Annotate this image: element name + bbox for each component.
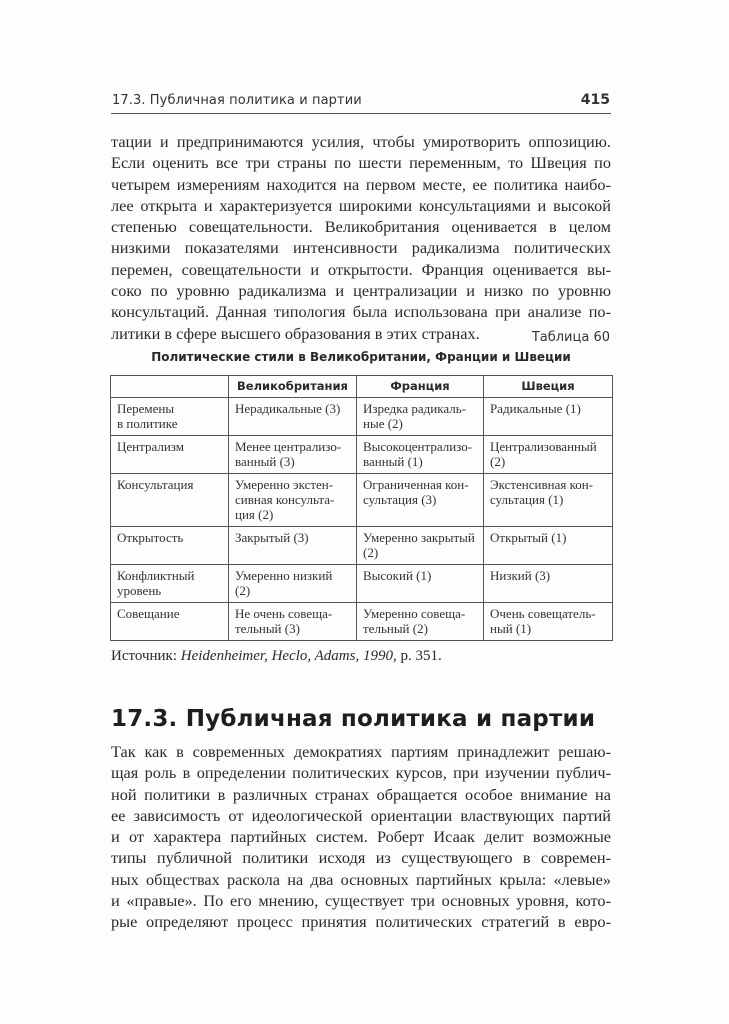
cell-uk — [229, 527, 357, 565]
cell-text: (2) — [490, 454, 506, 469]
cell-text: тельный (2) — [363, 621, 428, 636]
header-empty — [111, 376, 229, 398]
cell-uk — [229, 565, 357, 603]
section-paragraph — [111, 741, 611, 933]
text-line: литики в сфере высшего образования в этих странах. — [111, 323, 480, 343]
cell-france — [357, 398, 484, 436]
table-source — [111, 648, 611, 665]
cell-france — [357, 603, 484, 641]
cell-france — [357, 527, 484, 565]
cell-sweden — [484, 603, 613, 641]
cell-text: Нерадикальные (3) — [235, 401, 341, 416]
text-line: лее открыта и характеризуется широкими консультациями и высокой — [111, 195, 611, 215]
row-label — [111, 603, 229, 641]
cell-text: Умеренно экстен- — [235, 477, 334, 492]
cell-text: Ограниченная кон- — [363, 477, 469, 492]
text-line: низкими показателями интенсивности радикализма политических — [111, 238, 611, 258]
running-head — [111, 91, 611, 114]
cell-sweden — [484, 436, 613, 474]
table-row — [111, 527, 613, 565]
table-header-row — [111, 376, 613, 398]
section-heading: 17.3. Публичная политика и партии — [111, 706, 596, 732]
text-line: и от характера партийных систем. Роберт Исаак делит возможные — [111, 827, 611, 847]
table-row — [111, 436, 613, 474]
cell-text: (2) — [363, 545, 379, 560]
paragraph-continued — [111, 131, 611, 344]
cell-text: Высокоцентрализо- — [363, 439, 473, 454]
row-label — [111, 474, 229, 527]
cell-text: ванный (3) — [235, 454, 295, 469]
cell-text: Перемены — [117, 401, 175, 416]
text-line: щая роль в определении политических курсов, при изучении публич- — [111, 763, 611, 783]
cell-sweden — [484, 474, 613, 527]
text-line: рые определяют процесс принятия политических стратегий в евро- — [111, 912, 611, 932]
row-label — [111, 527, 229, 565]
row-label — [111, 565, 229, 603]
table-number: Таблица 60 — [531, 330, 610, 345]
text-line: типы публичной политики исходя из существующего в современ- — [111, 848, 611, 868]
cell-sweden — [484, 565, 613, 603]
header-sweden: Швеция — [484, 376, 613, 398]
cell-uk — [229, 474, 357, 527]
cell-uk — [229, 398, 357, 436]
running-head-title: 17.3. Публичная политика и партии — [112, 93, 362, 108]
cell-uk — [229, 436, 357, 474]
cell-text: тельный (3) — [235, 621, 300, 636]
text-line: четырем измерениям находится на первом месте, ее политика наибо- — [111, 174, 611, 194]
row-label — [111, 398, 229, 436]
cell-text: Радикальные (1) — [490, 401, 581, 416]
cell-text: в политике — [117, 416, 178, 431]
cell-sweden — [484, 398, 613, 436]
cell-text: Закрытый (3) — [235, 530, 309, 545]
cell-france — [357, 436, 484, 474]
text-line: ее зависимость от идеологической ориентации властвующих партий — [111, 805, 611, 825]
table-title: Политические стили в Великобритании, Франции и Швеции — [151, 350, 571, 364]
page-number: 415 — [580, 92, 610, 108]
cell-france — [357, 474, 484, 527]
cell-text: Умеренно совеща- — [363, 606, 466, 621]
text-line: степенью совещательности. Великобритания оценивается в целом — [111, 217, 611, 237]
cell-text: Централизм — [117, 439, 184, 454]
header-france: Франция — [357, 376, 484, 398]
cell-sweden — [484, 527, 613, 565]
cell-text: Менее централизо- — [235, 439, 342, 454]
cell-text: Консультация — [117, 477, 194, 492]
cell-text: сивная консульта- — [235, 492, 335, 507]
text-line: Если оценить все три страны по шести переменным, то Швеция по — [111, 153, 611, 173]
cell-text: Умеренно закрытый — [363, 530, 475, 545]
table-row — [111, 398, 613, 436]
cell-text: Централизованный — [490, 439, 597, 454]
cell-uk — [229, 603, 357, 641]
text-line: тации и предпринимаются усилия, чтобы умиротворить оппозицию. — [111, 132, 611, 151]
cell-text: ный (1) — [490, 621, 532, 636]
cell-text: ные (2) — [363, 416, 403, 431]
cell-text: ция (2) — [235, 507, 274, 522]
text-line: консультаций. Данная типология была использована при анализе по- — [111, 302, 611, 322]
cell-text: сультация (3) — [363, 492, 437, 507]
table-row — [111, 565, 613, 603]
cell-text: уровень — [117, 583, 162, 598]
cell-text: Не очень совеща- — [235, 606, 333, 621]
text-line: перемен, совещательности и открытости. Франция оценивается вы- — [111, 259, 611, 279]
political-styles-table — [110, 375, 613, 641]
cell-text: Высокий (1) — [363, 568, 432, 583]
cell-text: Экстенсивная кон- — [490, 477, 594, 492]
table-row — [111, 603, 613, 641]
cell-text: сультация (1) — [490, 492, 564, 507]
cell-text: (2) — [235, 583, 251, 598]
cell-text: Совещание — [117, 606, 180, 621]
source-prefix: Источник: — [111, 648, 181, 664]
cell-text: Низкий (3) — [490, 568, 551, 583]
source-authors: Heidenheimer, Heclo, Adams, 1990 — [180, 648, 393, 664]
text-line: соко по уровню радикализма и централизации и низко по уровню — [111, 281, 611, 301]
text-line: ных обществах раскола на два основных партийных крыла: «левые» — [111, 869, 611, 889]
text-line: ной политики в различных странах обращается особое внимание на — [111, 784, 611, 804]
cell-text: Изредка радикаль- — [363, 401, 466, 416]
row-label — [111, 436, 229, 474]
table-row — [111, 474, 613, 527]
cell-text: Открытость — [117, 530, 184, 545]
cell-text: Очень совещатель- — [490, 606, 596, 621]
cell-text: ванный (1) — [363, 454, 423, 469]
cell-text: Умеренно низкий — [235, 568, 333, 583]
header-uk: Великобритания — [229, 376, 357, 398]
cell-text: Открытый (1) — [490, 530, 567, 545]
cell-france — [357, 565, 484, 603]
source-suffix: , p. 351. — [392, 648, 442, 664]
cell-text: Конфликтный — [117, 568, 195, 583]
text-line: Так как в современных демократиях партиям принадлежит решаю- — [111, 742, 611, 761]
text-line: и «правые». По его мнению, существует три основных уровня, кото- — [111, 891, 611, 911]
